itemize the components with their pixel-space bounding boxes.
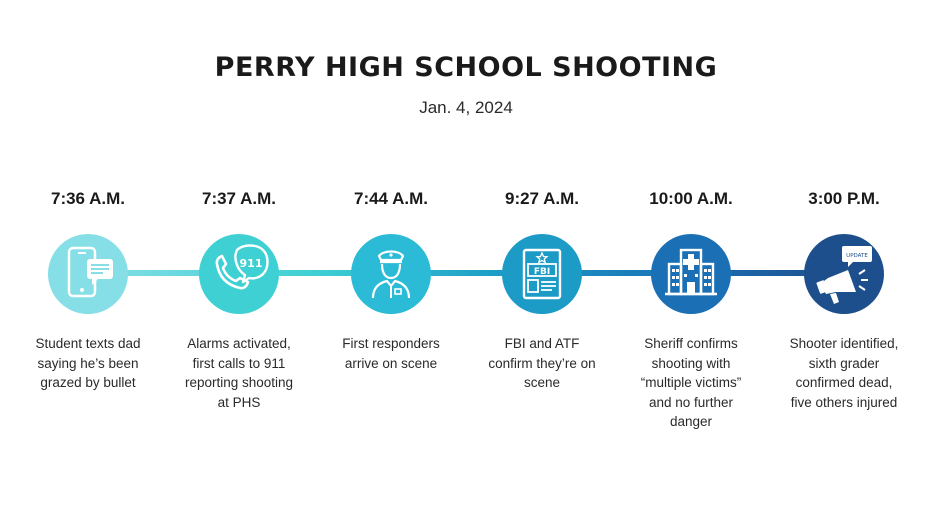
desc-line: confirmed dead, bbox=[795, 375, 893, 390]
hospital-icon bbox=[651, 234, 731, 314]
desc-line: danger bbox=[669, 414, 713, 429]
desc-line: arrive on scene bbox=[344, 355, 438, 371]
desc-line: reporting shooting bbox=[184, 375, 294, 390]
desc-line: saying he’s been bbox=[37, 355, 139, 371]
event-time: 7:37 A.M. bbox=[201, 189, 276, 208]
event-icon-circle bbox=[804, 234, 884, 314]
desc-line: Shooter identified, bbox=[789, 336, 899, 351]
event-time: 9:27 A.M. bbox=[504, 189, 579, 208]
badge-fbi: FBI bbox=[533, 267, 551, 277]
desc-line: first calls to 911 bbox=[192, 355, 286, 371]
timeline-event-5 bbox=[616, 186, 766, 432]
fbi-badge-icon bbox=[502, 234, 582, 314]
event-time: 3:00 P.M. bbox=[808, 189, 880, 208]
event-description bbox=[467, 334, 617, 393]
timeline-event-2 bbox=[164, 186, 314, 412]
desc-line: Student texts dad bbox=[35, 336, 141, 351]
desc-line: and no further bbox=[648, 394, 734, 410]
phone-911-icon bbox=[199, 234, 279, 314]
desc-line: five others injured bbox=[790, 394, 898, 410]
event-time: 10:00 A.M. bbox=[649, 189, 733, 208]
phone-text-icon bbox=[48, 234, 128, 314]
badge-911: 911 bbox=[239, 257, 263, 270]
event-time: 7:36 A.M. bbox=[50, 189, 125, 208]
event-date: Jan. 4, 2024 bbox=[419, 98, 513, 117]
badge-update: UPDATE bbox=[846, 253, 868, 259]
desc-line: Alarms activated, bbox=[187, 336, 291, 351]
megaphone-update-icon bbox=[804, 234, 884, 314]
desc-line: sixth grader bbox=[808, 355, 880, 371]
desc-line: “multiple victims” bbox=[640, 375, 742, 390]
desc-line: Sheriff confirms bbox=[644, 336, 738, 351]
desc-line: grazed by bullet bbox=[40, 375, 136, 390]
timeline-event-4 bbox=[467, 186, 617, 393]
desc-line: at PHS bbox=[217, 394, 261, 410]
desc-line: First responders bbox=[342, 336, 440, 351]
event-description bbox=[164, 334, 314, 412]
police-officer-icon bbox=[351, 234, 431, 314]
desc-line: FBI and ATF bbox=[504, 336, 580, 351]
event-icon-circle bbox=[502, 234, 582, 314]
event-icon-circle bbox=[351, 234, 431, 314]
event-description bbox=[769, 334, 919, 412]
event-description bbox=[13, 334, 163, 393]
desc-line: confirm they’re on bbox=[488, 355, 596, 371]
event-description bbox=[616, 334, 766, 432]
event-icon-circle bbox=[48, 234, 128, 314]
event-icon-circle bbox=[651, 234, 731, 314]
event-description bbox=[316, 334, 466, 373]
desc-line: shooting with bbox=[651, 355, 731, 371]
timeline-event-1 bbox=[13, 186, 163, 393]
event-time: 7:44 A.M. bbox=[353, 189, 428, 208]
timeline-event-6 bbox=[769, 186, 919, 412]
page-title: PERRY HIGH SCHOOL SHOOTING bbox=[214, 52, 718, 83]
event-icon-circle bbox=[199, 234, 279, 314]
timeline-event-3 bbox=[316, 186, 466, 373]
desc-line: scene bbox=[523, 375, 561, 390]
